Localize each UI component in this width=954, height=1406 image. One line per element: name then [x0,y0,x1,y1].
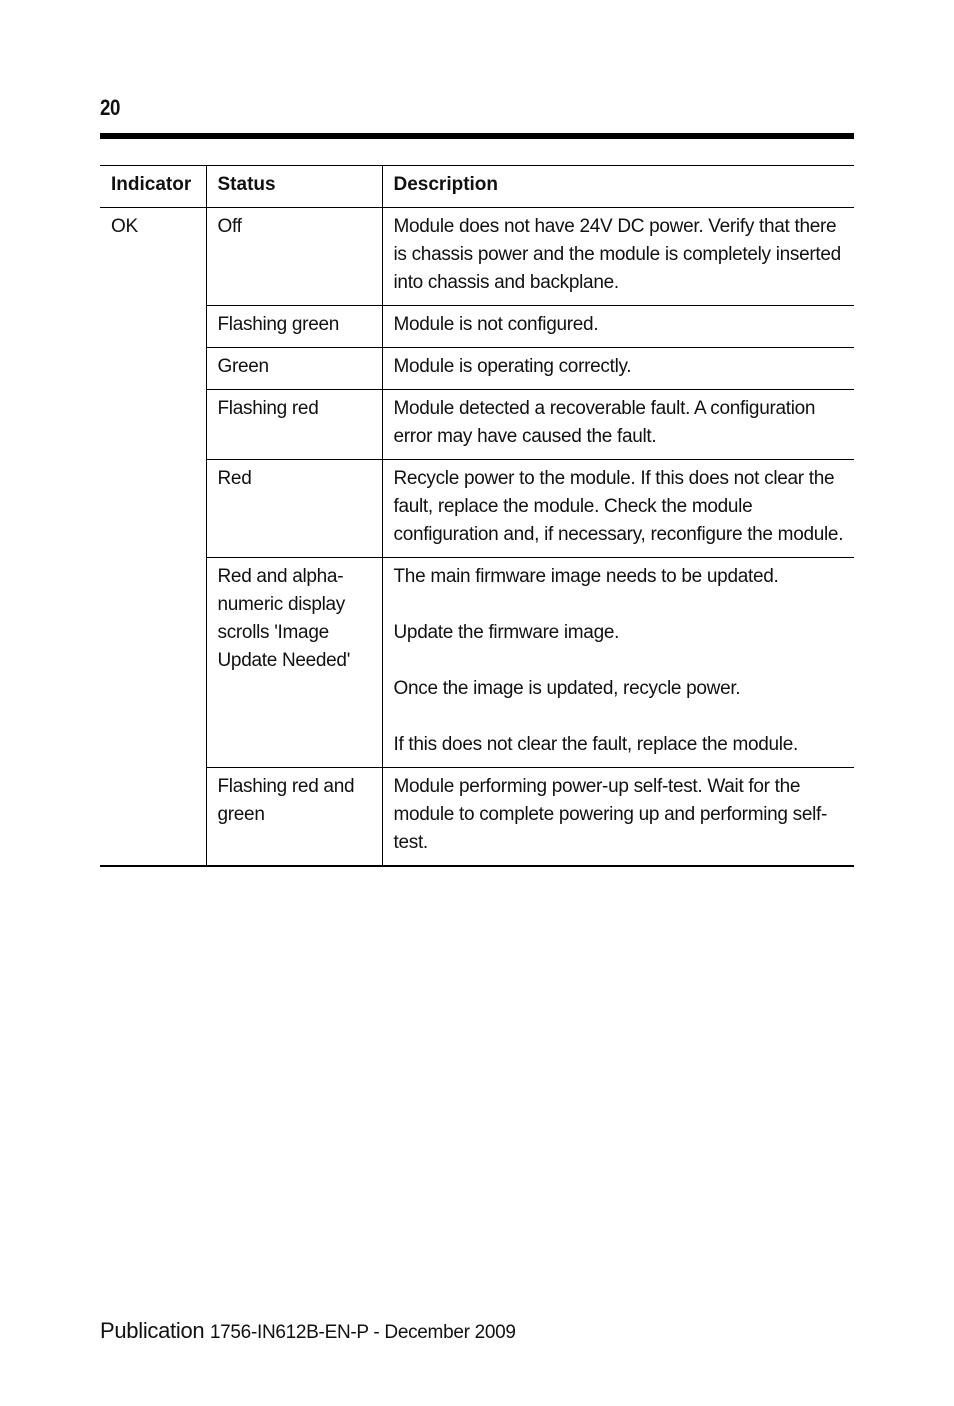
header-indicator: Indicator [100,166,206,208]
table-row [100,348,854,390]
description-text: The main firmware image needs to be updated. [393,566,779,587]
status-cell: Red and alpha-numeric display scrolls 'Image Update Needed' [206,558,382,768]
table-row [100,558,854,768]
description-cell [382,390,854,460]
footer-label: Publication [100,1318,205,1343]
table-row [100,460,854,558]
description-text: Update the firmware image. [393,622,620,643]
description-text: Module detected a recoverable fault. A configuration error may have caused the fault. [393,398,816,447]
description-cell [382,208,854,306]
description-text: Module performing power-up self-test. Wait for the module to complete powering up and performing self-test. [393,776,828,853]
description-text: If this does not clear the fault, replace the module. [393,734,798,755]
description-cell [382,558,854,768]
publication-id: 1756-IN612B-EN-P - December 2009 [209,1322,516,1343]
description-cell [382,460,854,558]
page-number: 20 [100,95,120,120]
status-cell: Flashing green [206,306,382,348]
table-row [100,390,854,460]
status-cell: Flashing red [206,390,382,460]
table-row [100,306,854,348]
description-text: Once the image is updated, recycle power. [393,678,741,699]
status-cell: Green [206,348,382,390]
header-rule [100,133,854,139]
table-row [100,208,854,306]
description-text: Recycle power to the module. If this does not clear the fault, replace the module. Check the module configuration and, if necessary, reconfigure the module. [393,468,844,545]
table-row [100,768,854,867]
indicator-cell: OK [100,208,206,867]
publication-footer [100,1318,516,1344]
description-text: Module does not have 24V DC power. Verify that there is chassis power and the module is completely inserted into chassis and backplane. [393,216,841,293]
status-indicator-table [100,165,854,867]
description-cell [382,348,854,390]
status-cell: Flashing red and green [206,768,382,867]
header-status: Status [206,166,382,208]
description-cell [382,306,854,348]
status-cell: Red [206,460,382,558]
description-cell [382,768,854,867]
description-text: Module is operating correctly. [393,356,632,377]
header-description: Description [382,166,854,208]
description-text: Module is not configured. [393,314,599,335]
table-header-row [100,166,854,208]
status-cell: Off [206,208,382,306]
